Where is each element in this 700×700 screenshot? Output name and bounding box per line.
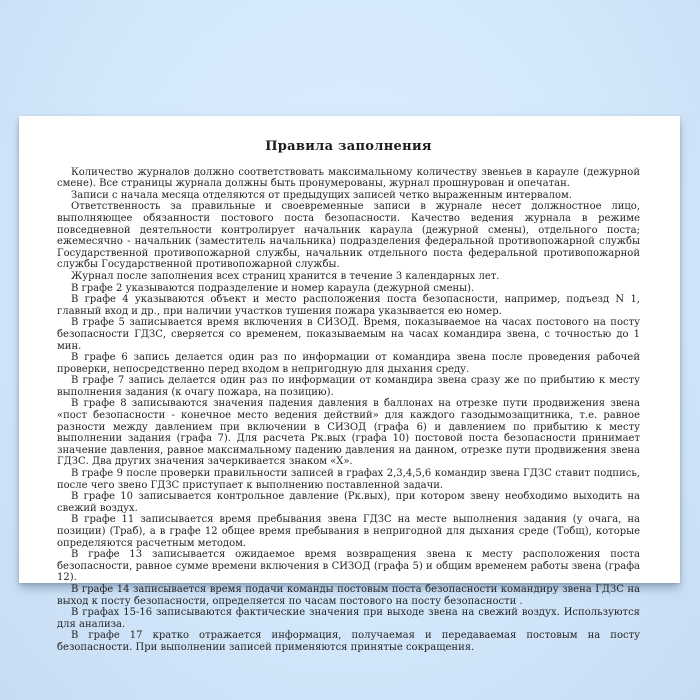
paragraph: В графе 13 записывается ожидаемое время возвращения звена к месту расположения поста безопасности, равное сумме времени включения в СИЗОД (графа 5) и общим временем работы звена (графа 12). [57,549,640,584]
paragraph: В графе 2 указываются подразделение и номер караула (дежурной смены). [71,282,475,294]
paragraph: В графе 4 указываются объект и место расположения поста безопасности, например, подъезд N 1, главный вход и др., при наличии участков тушения пожара указывается ею номер. [57,294,640,317]
page-title: Правила заполнения [265,139,432,154]
paragraph: В графе 9 после проверки правильности записей в графах 2,3,4,5,6 командир звена ГДЗС ставит подпись, после чего звено ГДЗС приступает к выполнению поставленной задачи. [57,468,640,491]
paragraph: Количество журналов должно соответствовать максимальному количеству звеньев в карауле (дежурной смене). Все страницы журнала должны быть пронумерованы, журнал прошнурован и опечатан. [57,166,640,190]
page-content [19,116,680,654]
paragraph: Ответственность за правильные и своевременные записи в журнале несет должностное лицо, выполняющее обязанности постового поста безопасности. Качество ведения журнала в режиме повседневной деятельности контролирует начальник караула (дежурной смены), отдельного поста; ежемесячно - начальник (заместитель начальника) подразделения федеральной противопожарной службы Государственной противопожарной службы, начальник отдельного поста федеральной противопожарной службы Государственной противопожарной службы. [57,201,640,271]
paragraph: Записи с начала месяца отделяются от предыдущих записей четко выраженным интервалом. [71,189,572,201]
paragraph: В графе 7 запись делается один раз по информации от командира звена сразу же по прибытию к месту выполнения задания (к очагу пожара, на позицию). [57,375,640,398]
paragraph: В графе 6 запись делается один раз по информации от командира звена после проведения рабочей проверки, непосредственно перед входом в непригодную для дыхания среду. [57,352,640,375]
paragraph: Журнал после заполнения всех страниц хранится в течение 3 календарных лет. [71,270,500,282]
paragraph: В графе 17 кратко отражается информация, получаемая и передаваемая постовым на посту безопасности. При выполнении записей применяются принятые сокращения. [57,630,640,653]
page-body [57,167,640,654]
paragraph: В графе 11 записывается время пребывания звена ГДЗС на месте выполнения задания (у очага, на позиции) (Траб), а в графе 12 общее время пребывания в непригодной для дыхания среде (Тобщ), которые определяются расчетным методом. [57,514,640,549]
paragraph: В графе 14 записывается время подачи команды постовым поста безопасности командиру звена ГДЗС на выход к посту безопасности, определяется по часам постового на посту безопасности . [57,583,640,607]
paragraph: В графе 5 записывается время включения в СИЗОД. Время, показываемое на часах постового на посту безопасности ГДЗС, сверяется со временем, показываемым на часах командира звена, с точностью до 1 мин. [57,317,640,352]
paragraph: В графе 10 записывается контрольное давление (Рк.вых), при котором звену необходимо выходить на свежий воздух. [57,491,640,514]
document-page [19,116,680,653]
paragraph: В графах 15-16 записываются фактические значения при выходе звена на свежий воздух. Используются для анализа. [57,607,640,630]
paragraph: В графе 8 записываются значения падения давления в баллонах на отрезке пути продвижения звена «пост безопасности - конечное место ведения действий» для каждого газодымозащитника, т.е. равное разности между давлением при включении в СИЗОД (графа 6) и давлением по прибытию к месту выполнении задания (графа 7). Для расчета Рк.вых (графа 10) постовой поста безопасности принимает значение давления, равное максимальному падению давления на данном, отрезке пути продвижения звена ГДЗС. Два других значения зачеркивается знаком «Х». [57,398,640,468]
